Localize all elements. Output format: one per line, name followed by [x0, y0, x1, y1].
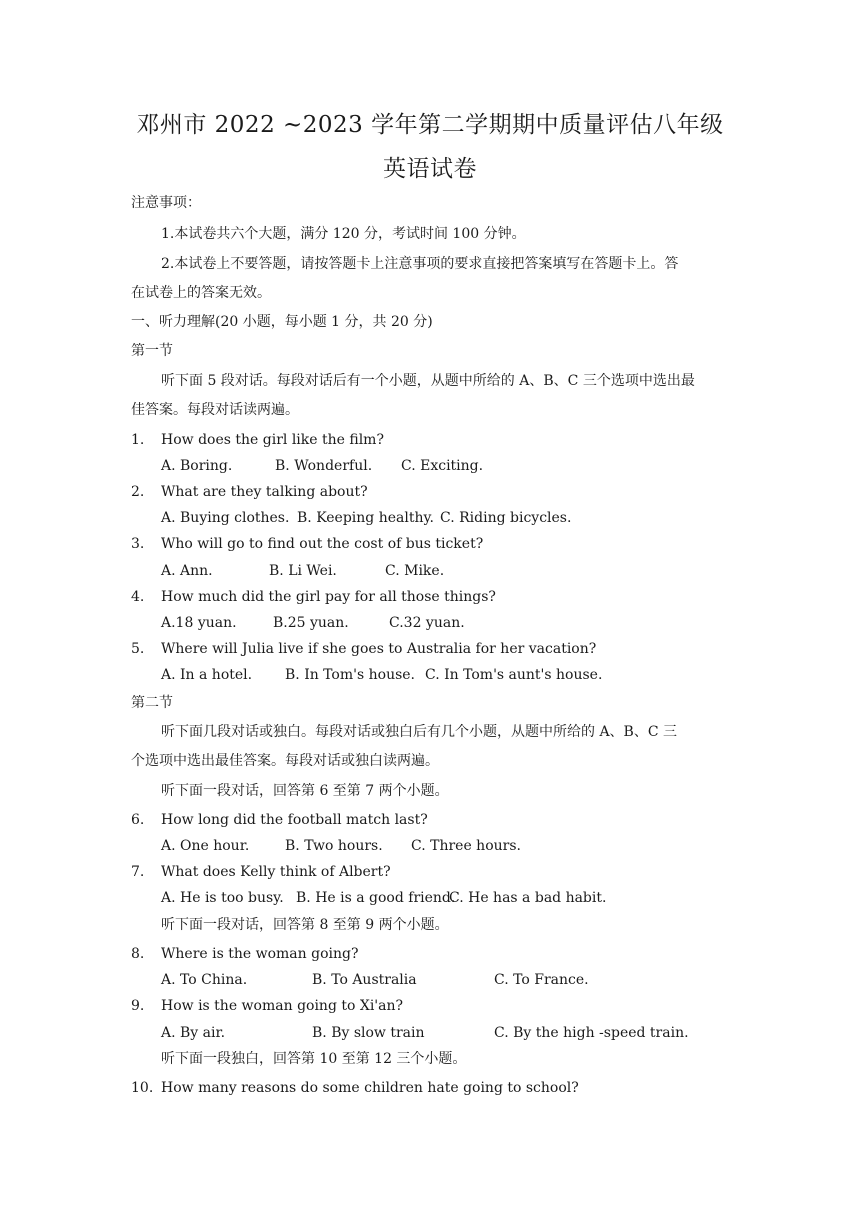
option-a: A. In a hotel. [161, 667, 253, 683]
question-text: How does the girl like the film? [161, 432, 384, 448]
option-a: A. One hour. [161, 838, 250, 854]
part1-instruction-line2: 佳答案。每段对话读两遍。 [131, 402, 299, 418]
sub-instruction-8-9: 听下面一段对话，回答第 8 至第 9 两个小题。 [161, 917, 449, 933]
question-text: Where will Julia live if she goes to Australia for her vacation? [161, 641, 597, 657]
question-number: 10. [131, 1080, 154, 1096]
question-text: Who will go to find out the cost of bus ticket? [161, 536, 484, 552]
question-number: 8. [131, 946, 145, 962]
part1-instruction-line1: 听下面 5 段对话。每段对话后有一个小题，从题中所给的 A、B、C 三个选项中选出最 [161, 373, 695, 389]
question-text: How much did the girl pay for all those things? [161, 589, 496, 605]
option-a: A. Boring. [161, 458, 233, 474]
option-a: A. He is too busy. [161, 890, 284, 906]
question-text: Where is the woman going? [161, 946, 359, 962]
question-number: 9. [131, 998, 145, 1014]
note-item-1: 1.本试卷共六个大题，满分 120 分，考试时间 100 分钟。 [161, 226, 526, 242]
sub-instruction-10-12: 听下面一段独白，回答第 10 至第 12 三个小题。 [161, 1051, 467, 1067]
option-b: B. In Tom's house. [285, 667, 416, 683]
option-c: C. Mike. [385, 563, 445, 579]
option-a: A.18 yuan. [161, 615, 237, 631]
question-number: 3. [131, 536, 145, 552]
option-c: C. Three hours. [411, 838, 521, 854]
part1-heading: 第一节 [131, 343, 173, 359]
option-b: B. Li Wei. [269, 563, 337, 579]
option-b: B. Wonderful. [275, 458, 373, 474]
option-b: B. He is a good friend. [296, 890, 456, 906]
question-number: 4. [131, 589, 145, 605]
option-c: C. He has a bad habit. [449, 890, 607, 906]
note-item-2-line2: 在试卷上的答案无效。 [131, 285, 271, 301]
question-text: How is the woman going to Xi'an? [161, 998, 404, 1014]
option-c: C. Riding bicycles. [440, 510, 572, 526]
part2-heading: 第二节 [131, 695, 173, 711]
question-text: What does Kelly think of Albert? [161, 864, 391, 880]
option-c: C. Exciting. [401, 458, 484, 474]
option-b: B. To Australia [312, 972, 417, 988]
option-b: B. Two hours. [285, 838, 383, 854]
question-text: How many reasons do some children hate going to school? [161, 1080, 579, 1096]
option-a: A. Buying clothes. [161, 510, 290, 526]
option-b: B. By slow train [312, 1025, 425, 1041]
exam-title: 邓州市 2022 ~2023 学年第二学期期中质量评估八年级 [136, 112, 724, 138]
option-c: C. By the high -speed train. [494, 1025, 689, 1041]
section-heading: 一、听力理解(20 小题，每小题 1 分，共 20 分) [131, 314, 433, 330]
option-a: A. To China. [161, 972, 248, 988]
option-c: C.32 yuan. [389, 615, 465, 631]
sub-instruction-6-7: 听下面一段对话，回答第 6 至第 7 两个小题。 [161, 783, 449, 799]
option-c: C. To France. [494, 972, 589, 988]
part2-instruction-line2: 个选项中选出最佳答案。每段对话或独白读两遍。 [131, 753, 439, 769]
notes-heading: 注意事项： [131, 195, 201, 211]
question-text: How long did the football match last? [161, 812, 428, 828]
part2-instruction-line1: 听下面几段对话或独白。每段对话或独白后有几个小题，从题中所给的 A、B、C 三 [161, 724, 678, 740]
exam-subtitle: 英语试卷 [383, 156, 477, 182]
question-number: 5. [131, 641, 145, 657]
question-number: 1. [131, 432, 145, 448]
question-number: 6. [131, 812, 145, 828]
option-a: A. Ann. [161, 563, 213, 579]
option-b: B. Keeping healthy. [297, 510, 434, 526]
option-c: C. In Tom's aunt's house. [425, 667, 603, 683]
option-a: A. By air. [161, 1025, 226, 1041]
option-b: B.25 yuan. [273, 615, 349, 631]
question-text: What are they talking about? [161, 484, 368, 500]
question-number: 2. [131, 484, 145, 500]
question-number: 7. [131, 864, 145, 880]
note-item-2-line1: 2.本试卷上不要答题，请按答题卡上注意事项的要求直接把答案填写在答题卡上。答 [161, 256, 679, 272]
